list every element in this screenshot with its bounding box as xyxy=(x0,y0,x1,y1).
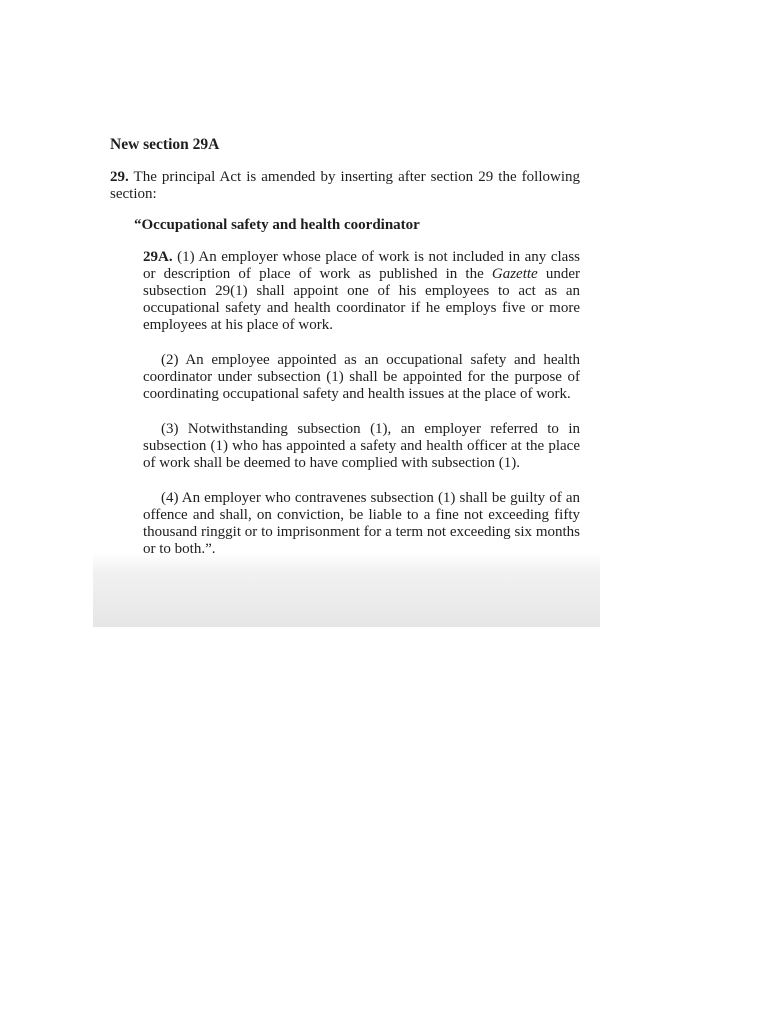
gazette-word: Gazette xyxy=(491,266,538,282)
subsection-1-number: 29A. xyxy=(143,249,173,265)
inserted-section-title: “Occupational safety and health coordinator xyxy=(134,217,420,233)
inserted-section xyxy=(134,217,581,558)
subsection-4 xyxy=(143,490,580,558)
subsection-1 xyxy=(143,249,580,334)
section-heading: New section 29A xyxy=(110,136,220,153)
amendment-number: 29. xyxy=(110,169,129,185)
amendment-text: The principal Act is amended by inserting after section 29 the following section: xyxy=(110,169,580,202)
subsection-1-text-b: under subsection 29(1) shall appoint one of his employees to act as an occupational safety and health coordinator if he employs five or more employees at his place of work. xyxy=(143,266,581,333)
document-scan xyxy=(93,108,600,627)
subsection-2 xyxy=(143,352,580,403)
subsection-3 xyxy=(143,421,580,472)
amendment-intro xyxy=(110,169,580,203)
subsection-4-text: (4) An employer who contravenes subsection (1) shall be guilty of an offence and shall, on conviction, be liable to a fine not exceeding fifty thousand ringgit or to imprisonment for a term not exceeding six months or to both.”. xyxy=(143,490,580,557)
subsection-3-text: (3) Notwithstanding subsection (1), an employer referred to in subsection (1) who has appointed a safety and health officer at the place of work shall be deemed to have complied with subsection (1). xyxy=(143,421,580,471)
subsection-2-text: (2) An employee appointed as an occupational safety and health coordinator under subsection (1) shall be appointed for the purpose of coordinating occupational safety and health issues at the place of work. xyxy=(143,352,580,402)
document-body xyxy=(110,136,580,576)
subsection-1-text-a: (1) An employer whose place of work is not included in any class or description of place of work as published in the xyxy=(143,249,580,282)
